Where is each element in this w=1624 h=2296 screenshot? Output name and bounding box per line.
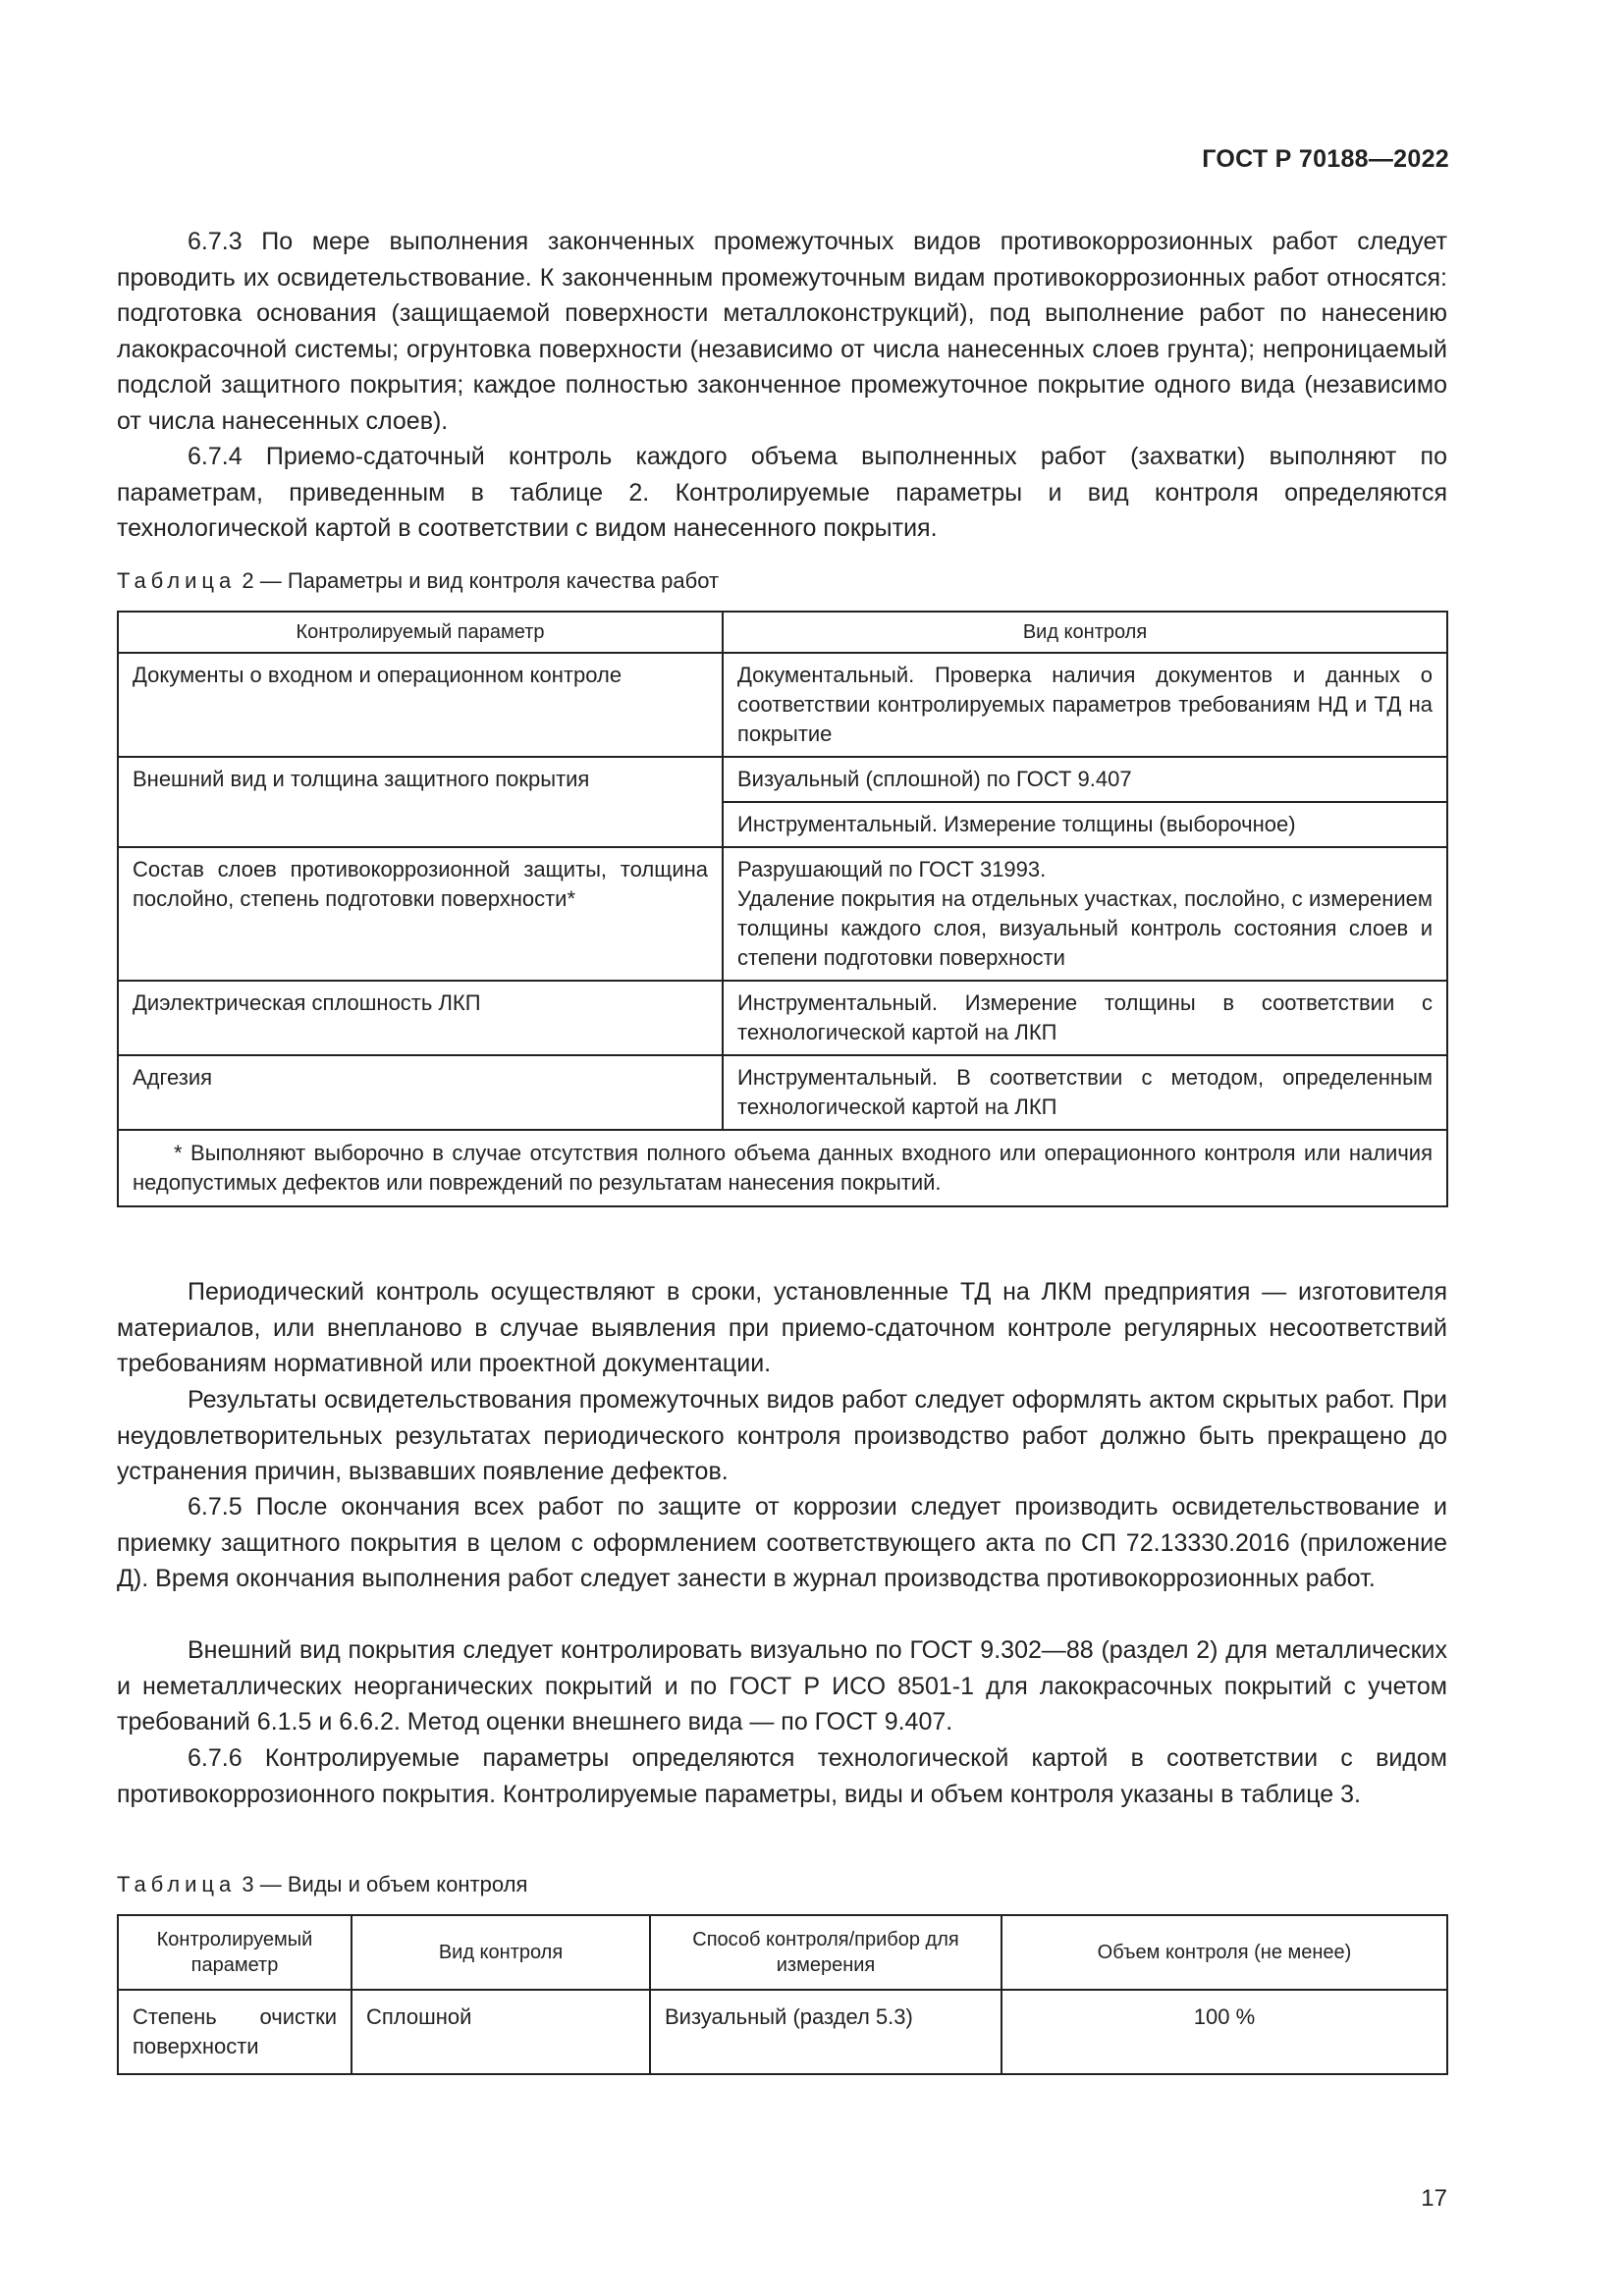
table3-method-cell: Визуальный (раздел 5.3) — [650, 1990, 1001, 2074]
table-row — [118, 1990, 1447, 2074]
table2-control-cell — [723, 847, 1447, 981]
table2-caption — [117, 567, 719, 595]
table-row — [118, 653, 1447, 757]
table3-volume-cell: 100 % — [1001, 1990, 1447, 2074]
paragraph-results: Результаты освидетельствования промежуточных видов работ следует оформлять актом скрытых работ. При неудовлетворительных результатах периодического контроля производство работ должно быть прекращено до устранения причин, вызвавших появление дефектов. — [117, 1386, 1447, 1485]
table2-control-cell: Инструментальный. В соответствии с методом, определенным технологической картой на ЛКП — [723, 1055, 1447, 1130]
table2-param-cell: Адгезия — [118, 1055, 723, 1130]
table2-caption-prefix: Таблица — [117, 568, 237, 593]
table3-caption-prefix: Таблица — [117, 1872, 237, 1896]
table3-header-method: Способ контроля/прибор для измерения — [650, 1915, 1001, 1990]
paragraph-6-7-5: 6.7.5 После окончания всех работ по защите от коррозии следует производить освидетельствование и приемку защитного покрытия в целом с оформлением соответствующего акта по СП 72.13330.2016 (приложение Д). Время окончания выполнения работ следует занести в журнал производства противокоррозионных работ. — [117, 1493, 1447, 1592]
table2-footnote-row — [118, 1130, 1447, 1206]
table2-control-cell: Инструментальный. Измерение толщины (выборочное) — [723, 802, 1447, 847]
table2-control-line: Удаление покрытия на отдельных участках, послойно, с измерением толщины каждого слоя, визуальный контроль состояния слоев и степени подготовки поверхности — [737, 886, 1433, 970]
table2-param-cell: Документы о входном и операционном контроле — [118, 653, 723, 757]
table3-header-volume: Объем контроля (не менее) — [1001, 1915, 1447, 1990]
table2-param-cell: Состав слоев противокоррозионной защиты, толщина послойно, степень подготовки поверхности* — [118, 847, 723, 981]
paragraph-appearance: Внешний вид покрытия следует контролировать визуально по ГОСТ 9.302—88 (раздел 2) для металлических и неметаллических неорганических покрытий и по ГОСТ Р ИСО 8501-1 для лакокрасочных покрытий с учетом требований 6.1.5 и 6.6.2. Метод оценки внешнего вида — по ГОСТ 9.407. — [117, 1636, 1447, 1735]
paragraph-6-7-4: 6.7.4 Приемо-сдаточный контроль каждого объема выполненных работ (захватки) выполняют по параметрам, приведенным в таблице 2. Контролируемые параметры и вид контроля определяются технологической картой в соответствии с видом нанесенного покрытия. — [117, 443, 1447, 542]
table3-header-row — [118, 1915, 1447, 1990]
table2-param-cell: Диэлектрическая сплошность ЛКП — [118, 981, 723, 1055]
table-3 — [117, 1914, 1448, 2075]
paragraph-6-7-3: 6.7.3 По мере выполнения законченных промежуточных видов противокоррозионных работ следует проводить их освидетельствование. К законченным промежуточным видам противокоррозионных работ относятся: подготовка основания (защищаемой поверхности металлоконструкций), под выполнение работ по нанесению лакокрасочной системы; огрунтовка поверхности (независимо от числа нанесенных слоев грунта); непроницаемый подслой защитного покрытия; каждое полностью законченное промежуточное покрытие одного вида (независимо от числа нанесенных слоев). — [117, 228, 1447, 435]
document-code: ГОСТ Р 70188—2022 — [1202, 145, 1449, 173]
table2-caption-text: 2 — Параметры и вид контроля качества работ — [242, 568, 720, 593]
table2-header-param: Контролируемый параметр — [118, 612, 723, 653]
paragraph-periodic-control: Периодический контроль осуществляют в сроки, установленные ТД на ЛКМ предприятия — изготовителя материалов, или внепланово в случае выявления при приемо-сдаточном контроле регулярных несоответствий требованиям нормативной или проектной документации. — [117, 1278, 1447, 1377]
table3-caption — [117, 1871, 527, 1898]
page-number: 17 — [1421, 2185, 1447, 2212]
table2-control-cell: Документальный. Проверка наличия документов и данных о соответствии контролируемых параметров требованиям НД и ТД на покрытие — [723, 653, 1447, 757]
table3-param-line: поверхности — [133, 2034, 259, 2058]
table-row — [118, 847, 1447, 981]
paragraph-6-7-6: 6.7.6 Контролируемые параметры определяются технологической картой в соответствии с видом противокоррозионного покрытия. Контролируемые параметры, виды и объем контроля указаны в таблице 3. — [117, 1744, 1447, 1808]
table-2 — [117, 611, 1448, 1207]
table2-header-control: Вид контроля — [723, 612, 1447, 653]
table2-param-cell: Внешний вид и толщина защитного покрытия — [118, 757, 723, 847]
table-row — [118, 1055, 1447, 1130]
table2-header-row — [118, 612, 1447, 653]
table-row — [118, 981, 1447, 1055]
table2-control-cell: Инструментальный. Измерение толщины в соответствии с технологической картой на ЛКП — [723, 981, 1447, 1055]
table3-param-cell — [118, 1990, 352, 2074]
table2-footnote: * Выполняют выборочно в случае отсутствия полного объема данных входного или операционного контроля или наличия недопустимых дефектов или повреждений по результатам нанесения покрытий. — [118, 1130, 1447, 1206]
table3-param-line: Степень очистки — [133, 2004, 337, 2029]
table3-header-kind: Вид контроля — [352, 1915, 650, 1990]
table-row — [118, 757, 1447, 802]
table2-control-line: Разрушающий по ГОСТ 31993. — [737, 857, 1047, 881]
table2-control-cell: Визуальный (сплошной) по ГОСТ 9.407 — [723, 757, 1447, 802]
table3-caption-text: 3 — Виды и объем контроля — [242, 1872, 528, 1896]
table3-kind-cell: Сплошной — [352, 1990, 650, 2074]
table3-header-param: Контролируемый параметр — [118, 1915, 352, 1990]
